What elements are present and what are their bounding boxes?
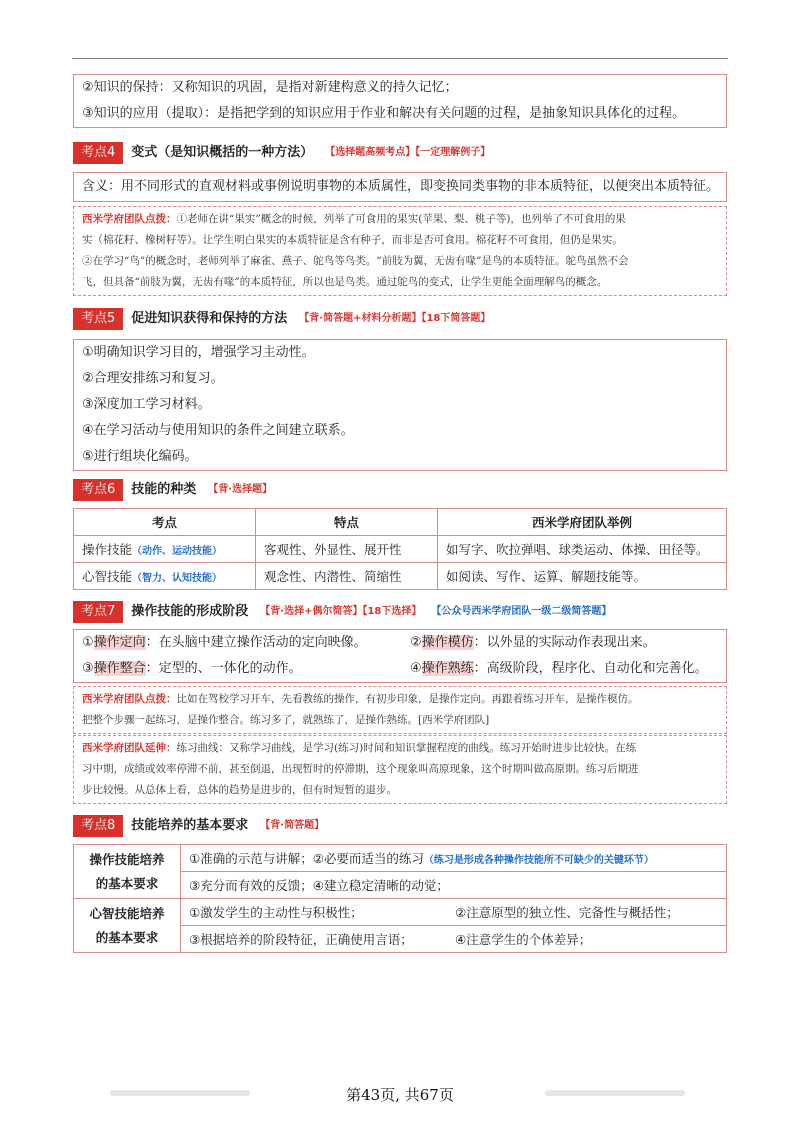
variation-example-note <box>73 206 727 296</box>
requirement-text: ③根据培养的阶段特征，正确使用言语； <box>181 926 448 953</box>
skill-name-cell <box>74 563 256 590</box>
skill-types-table <box>73 508 727 590</box>
section-6-note: 【背·选择题】 <box>208 484 273 495</box>
stage-name-highlight: 操作模仿 <box>421 635 474 650</box>
stages-box <box>73 629 727 683</box>
stage-name-highlight: 操作定向 <box>93 635 146 650</box>
example-line-4: 飞，但具备“前肢为翼，无齿有喙”的本质特征，所以也是鸟类。通过鸵鸟的变式，让学生更能全面理解鸟的概念。 <box>82 276 608 288</box>
skill-name: 心智技能 <box>82 569 133 584</box>
skill-training-table <box>73 844 727 953</box>
section-7-tag: 考点7 <box>73 601 123 623</box>
section-5-heading <box>73 308 490 330</box>
tip-label: 西米学府团队点拨： <box>82 693 177 705</box>
stage-number: ④ <box>410 661 422 676</box>
stages-extension-note <box>73 735 727 804</box>
stages-tip-note <box>73 686 727 734</box>
skill-feature: 客观性、外显性、展开性 <box>256 536 438 563</box>
stage-4 <box>410 656 708 682</box>
knowledge-continuation-box <box>73 74 727 128</box>
skill-feature: 观念性、内潜性、简缩性 <box>256 563 438 590</box>
requirement-label: 的基本要求 <box>95 875 159 891</box>
section-6-heading <box>73 479 272 501</box>
section-7-note: 【背·选择+偶尔简答】【18下选择】 <box>260 606 422 617</box>
section-6-tag: 考点6 <box>73 479 123 501</box>
method-item: ②合理安排练习和复习。 <box>82 371 224 386</box>
section-5-title: 促进知识获得和保持的方法 <box>131 311 288 326</box>
knowledge-retention-line: ②知识的保持：又称知识的巩固，是指对新建构意义的持久记忆； <box>82 80 458 95</box>
section-6-title: 技能的种类 <box>131 482 197 497</box>
example-line-1: ①老师在讲“果实”概念的时候，列举了可食用的果实(苹果、梨、桃子等)，也列举了不可食用的果 <box>176 213 626 225</box>
requirement-text: ③充分而有效的反馈；④建立稳定清晰的动觉； <box>181 872 727 899</box>
method-item: ④在学习活动与使用知识的条件之间建立联系。 <box>82 423 354 438</box>
requirement-text: ②注意原型的独立性、完备性与概括性； <box>447 899 727 926</box>
stage-2 <box>410 630 656 656</box>
requirement-text: ①准确的示范与讲解；②必要而适当的练习 <box>189 851 424 866</box>
requirement-label: 操作技能培养 <box>89 851 165 867</box>
example-line-2: 实（棉花籽、橡树籽等）。让学生明白果实的本质特征是含有种子，而非是否可食用。棉花籽不可食用，但仍是果实。 <box>82 234 623 246</box>
section-4-tag: 考点4 <box>73 142 123 164</box>
section-4-title: 变式（是知识概括的一种方法） <box>131 145 314 160</box>
stage-desc: ：高级阶段，程序化、自动化和完善化。 <box>473 661 708 676</box>
section-7-blue-note: 【公众号西米学府团队一级二级简答题】 <box>431 606 612 617</box>
table-row <box>74 899 727 926</box>
extension-line-1: 练习曲线：又称学习曲线，是学习(练习)时间和知识掌握程度的曲线。练习开始时进步比较快。在练 <box>176 742 637 754</box>
example-label: 西米学府团队点拨： <box>82 213 177 225</box>
column-header: 考点 <box>74 509 256 536</box>
method-list-box <box>73 339 727 471</box>
requirement-note: （练习是形成各种操作技能所不可缺少的关键环节） <box>423 855 654 866</box>
requirement-label-cell <box>74 845 181 899</box>
section-5-tag: 考点5 <box>73 308 123 330</box>
section-4-heading <box>73 142 490 164</box>
stage-desc: ：以外显的实际动作表现出来。 <box>473 635 656 650</box>
tip-line-2: 把整个步骤一起练习，是操作整合。练习多了，就熟练了，是操作熟练。[西米学府团队] <box>82 714 490 726</box>
section-8-note: 【背·简答题】 <box>260 820 325 831</box>
page-number: 第43页, 共67页 <box>346 1086 454 1104</box>
requirement-text: ①激发学生的主动性与积极性； <box>181 899 448 926</box>
stage-name-highlight: 操作整合 <box>93 661 146 676</box>
table-row <box>74 536 727 563</box>
skill-subtype: （智力、认知技能） <box>132 573 223 584</box>
skill-name-cell <box>74 536 256 563</box>
requirement-label: 心智技能培养 <box>89 905 165 921</box>
section-5-note: 【背·简答题+材料分析题】【18下简答题】 <box>299 313 491 324</box>
table-row <box>74 845 727 872</box>
section-8-tag: 考点8 <box>73 815 123 837</box>
stage-name-highlight: 操作熟练 <box>421 661 474 676</box>
requirement-text: ④注意学生的个体差异； <box>447 926 727 953</box>
stage-1 <box>82 630 367 656</box>
extension-label: 西米学府团队延伸： <box>82 742 177 754</box>
variation-definition-box <box>73 172 727 202</box>
extension-line-2: 习中期，成绩或效率停滞不前，甚至倒退，出现暂时的停滞期，这个现象叫高原现象，这个时期叫做高原期。练习后期进 <box>82 763 639 775</box>
stage-number: ② <box>410 635 422 650</box>
tip-line-1: 比如在驾校学习开车，先看教练的操作，有初步印象，是操作定向。再跟着练习开车，是操作模仿。 <box>176 693 639 705</box>
skill-name: 操作技能 <box>82 542 133 557</box>
section-8-title: 技能培养的基本要求 <box>131 818 249 833</box>
section-4-note: 【选择题高频考点】【一定理解例子】 <box>325 147 491 158</box>
requirement-label: 的基本要求 <box>95 929 159 945</box>
requirement-label-cell <box>74 899 181 953</box>
section-7-heading <box>73 601 611 623</box>
stage-desc: ：定型的、一体化的动作。 <box>145 661 302 676</box>
header-rule <box>72 58 728 59</box>
skill-example: 如阅读、写作、运算、解题技能等。 <box>438 563 727 590</box>
table-header-row <box>74 509 727 536</box>
section-7-title: 操作技能的形成阶段 <box>131 604 249 619</box>
column-header: 特点 <box>256 509 438 536</box>
example-line-3: ②在学习“鸟”的概念时，老师列举了麻雀、燕子、鸵鸟等鸟类。“前肢为翼，无齿有喙”是鸟的本质特征。鸵鸟虽然不会 <box>82 255 629 267</box>
stage-desc: ：在头脑中建立操作活动的定向映像。 <box>145 635 367 650</box>
stage-number: ③ <box>82 661 94 676</box>
column-header: 西米学府团队举例 <box>438 509 727 536</box>
skill-example: 如写字、吹拉弹唱、球类运动、体操、田径等。 <box>438 536 727 563</box>
table-row <box>74 563 727 590</box>
method-item: ①明确知识学习目的，增强学习主动性。 <box>82 345 315 360</box>
method-item: ⑤进行组块化编码。 <box>82 449 198 464</box>
requirement-cell <box>181 845 727 872</box>
stage-number: ① <box>82 635 94 650</box>
skill-subtype: （动作、运动技能） <box>132 546 223 557</box>
knowledge-application-line: ③知识的应用（提取）：是指把学到的知识应用于作业和解决有关问题的过程，是抽象知识具体化的过程。 <box>82 106 686 121</box>
extension-line-3: 步比较慢。从总体上看，总体的趋势是进步的，但有时短暂的退步。 <box>82 784 397 796</box>
variation-definition: 含义：用不同形式的直观材料或事例说明事物的本质属性，即变换同类事物的非本质特征，以便突出本质特征。 <box>82 179 720 194</box>
section-8-heading <box>73 815 324 837</box>
method-item: ③深度加工学习材料。 <box>82 397 211 412</box>
stage-3 <box>82 656 302 682</box>
